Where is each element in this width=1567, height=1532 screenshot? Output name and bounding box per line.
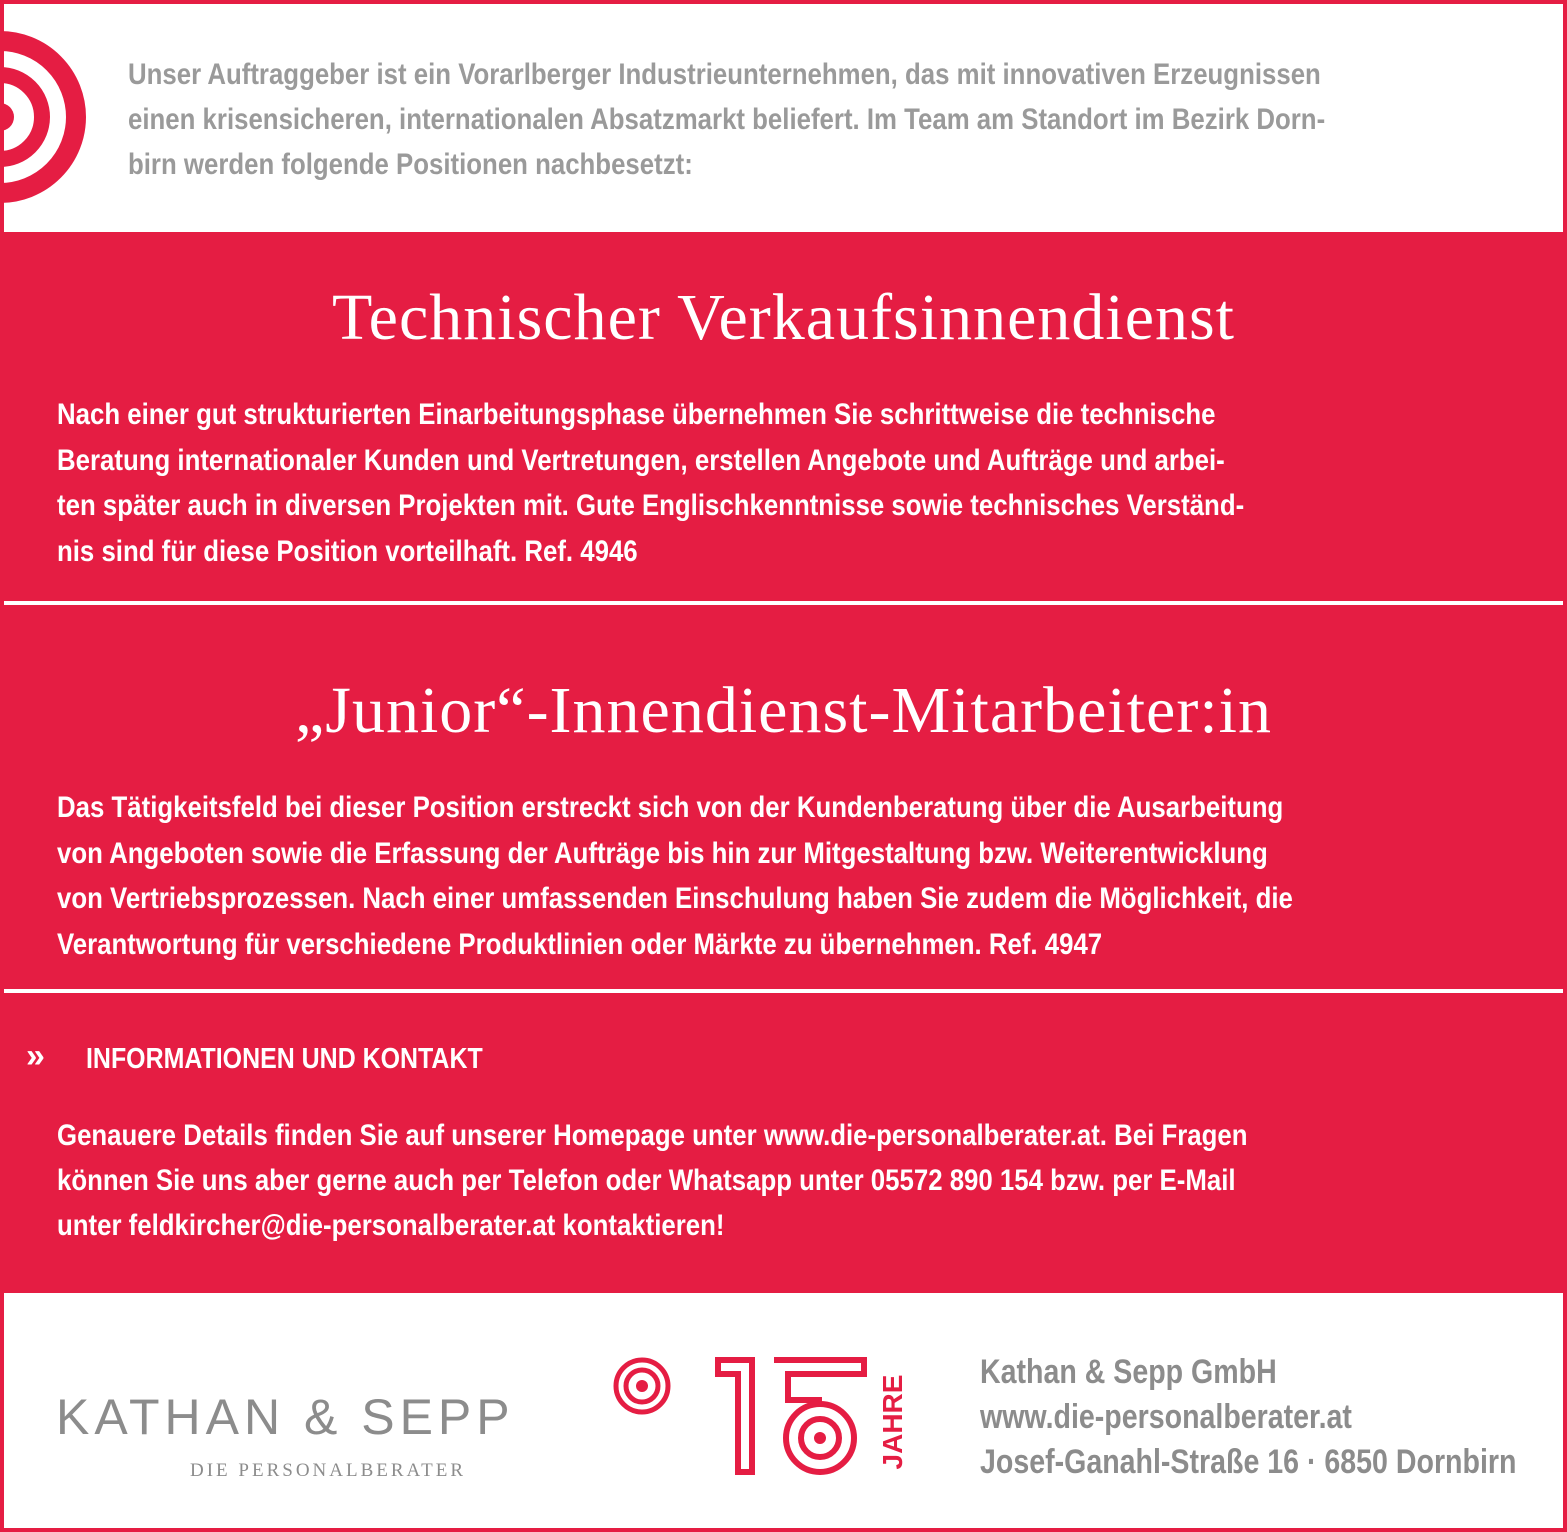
brand-target-icon [612,1356,672,1416]
job-section-junior [0,605,1567,989]
target-logo-icon [0,22,92,212]
anniversary-15-logo [712,1352,912,1478]
double-arrow-icon: » [26,1037,41,1075]
anniversary-label: JAHRE [877,1374,908,1470]
footer-address: Josef-Ganahl-Straße 16 · 6850 Dornbirn [980,1443,1517,1481]
digit-five-top-mark [774,1360,864,1400]
target-center [814,1432,826,1444]
footer-info [980,1350,1551,1485]
brand-subtitle: DIE PERSONALBERATER [190,1460,467,1481]
contact-text: Genauere Details finden Sie auf unserer Homepage unter www.die-personalberater.at. Bei Fragen können Sie uns aber gerne auch per Telefon oder Whatsapp unter 05572 890 154 bzw. per E-Mail unter feldkircher@die-personalberater.at kontaktieren! [57,1119,1248,1242]
footer-website[interactable]: www.die-personalberater.at [980,1398,1352,1436]
job-description: Das Tätigkeitsfeld bei dieser Position erstreckt sich von der Kundenberatung über die Ausarbeitung von Angeboten sowie die Erfassung der Aufträge bis hin zur Mitgestaltung bzw. Weiterentwicklung von Vertriebsprozessen. Nach einer umfassenden Einschulung haben Sie zudem die Möglichkeit, die Verantwortung für verschiedene Produktlinien oder Märkte zu übernehmen. Ref. 4947 [57,791,1293,961]
job-section-sales [0,232,1567,601]
contact-heading: INFORMATIONEN UND KONTAKT [86,1043,483,1075]
footer-company: Kathan & Sepp GmbH [980,1353,1277,1391]
job-title: „Junior“-Innendienst-Mitarbeiter:in [294,674,1272,747]
brand-logo-name: KATHAN & SEPP [56,1389,515,1445]
intro-text: Unser Auftraggeber ist ein Vorarlberger Industrieunternehmen, das mit innovativen Erzeugnissen einen krisensicheren, internationalen Absatzmarkt beliefert. Im Team am Standort im Bezirk Dorn- birn werden folgende Positionen nachbesetzt: [128,58,1326,181]
contact-section [0,993,1567,1293]
digit-one-mark [718,1360,752,1472]
job-title: Technischer Verkaufsinnendienst [331,281,1236,354]
job-description: Nach einer gut strukturierten Einarbeitungsphase übernehmen Sie schrittweise die technische Beratung internationaler Kunden und Vertretungen, erstellen Angebote und Aufträge und arbei- ten später auch in diversen Projekten mit. Gute Englischkenntnisse sowie technisches Verständ- nis sind für diese Position vorteilhaft. Ref. 4946 [57,398,1245,568]
